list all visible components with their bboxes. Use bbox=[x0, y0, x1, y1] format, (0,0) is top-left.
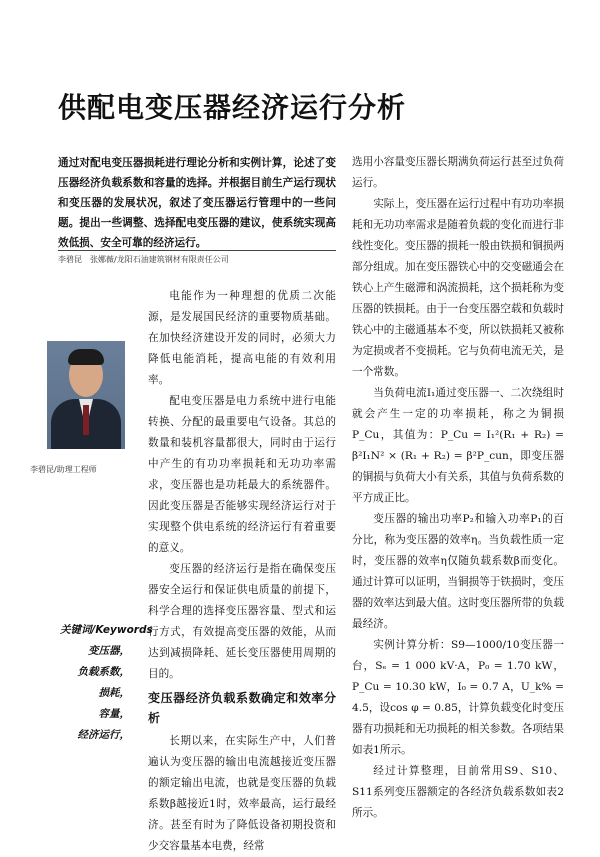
right-column bbox=[352, 152, 564, 824]
body-paragraph: 配电变压器是电力系统中进行电能转换、分配的最重要电气设备。其总的数量和装机容量都很大，同时由于运行中产生的有功功率损耗和无功功率需求，变压器也是功耗最大的系统器件。因此变压器是否能够实现经济运行对于实现整个供电系统的经济运行有着重要的意义。 bbox=[148, 395, 336, 554]
keyword-item: 变压器， bbox=[88, 645, 130, 657]
author-line: 李碧昆 张娜薇/龙阳石油建筑钢材有限责任公司 bbox=[58, 255, 229, 264]
body-paragraph: 当负荷电流I₁通过变压器一、二次绕组时就会产生一定的功率损耗，称之为铜损P_Cu，其值为：P_Cu = I₁²(R₁ + R₂) = β²I₁N² × (R₁ + R₂) = β²P_cun，即变压器的铜损与负荷大小有关系，其值与负荷系数的平方成正比。 bbox=[352, 387, 564, 504]
author-photo bbox=[47, 341, 125, 449]
section-heading: 变压器经济负载系数确定和效率分析 bbox=[148, 691, 336, 725]
body-paragraph: 变压器的输出功率P₂和输入功率P₁的百分比，称为变压器的效率η。当负载性质一定时，变压器的效率η仅随负载系数β而变化。通过计算可以证明，当铜损等于铁损时，变压器的效率达到最大值。这时变压器所带的负载最经济。 bbox=[352, 513, 564, 630]
abstract: 通过对配电变压器损耗进行理论分析和实例计算，论述了变压器经济负载系数和容量的选择。并根据目前生产运行现状和变压器的发展状况，叙述了变压器运行管理中的一些问题。提出一些调整、选择配电变压器的建议，使系统实现高效低损、安全可靠的经济运行。 bbox=[58, 157, 336, 249]
keyword-item: 损耗， bbox=[98, 687, 130, 699]
keyword-item: 经济运行， bbox=[77, 729, 130, 741]
body-paragraph: 实例计算分析：S9—1000/10变压器一台，Sₑ = 1 000 kV·A，P₀ = 1.70 kW，P_Cu = 10.30 kW，I₀ = 0.7 A，U_k% = 4.5，设cos φ = 0.85，计算负载变化时变压器有功损耗和无功损耗的相关参数。各项结果如表1所示。 bbox=[352, 639, 564, 756]
photo-hair bbox=[68, 349, 104, 365]
middle-column bbox=[148, 286, 336, 857]
body-paragraph: 经过计算整理，目前常用S9、S10、S11系列变压器额定的各经济负载系数如表2所示。 bbox=[352, 765, 564, 819]
photo-caption: 李碧昆/助理工程师 bbox=[30, 465, 97, 474]
body-paragraph: 变压器的经济运行是指在确保变压器安全运行和保证供电质量的前提下，科学合理的选择变压器容量、型式和运行方式，有效提高变压器的效能，从而达到减损降耗、延长变压器使用周期的目的。 bbox=[148, 563, 336, 680]
body-paragraph: 实际上，变压器在运行过程中有功功率损耗和无功功率需求是随着负载的变化而进行非线性变化。变压器的损耗一般由铁损和铜损两部分组成。加在变压器铁心中的交变磁通会在铁心上产生磁滞和涡流损耗，这个损耗称为变压器的铁损耗。由于一台变压器空载和负载时铁心中的主磁通基本不变，所以铁损耗又被称为定损或者不变损耗。它与负荷电流无关，是一个常数。 bbox=[352, 198, 564, 378]
body-paragraph: 长期以来，在实际生产中，人们普遍认为变压器的输出电流越接近变压器的额定输出电流，也就是变压器的负载系数β越接近1时，效率最高，运行最经济。甚至有时为了降低设备初期投资和少交容量基本电费，经常 bbox=[148, 735, 336, 852]
body-paragraph: 选用小容量变压器长期满负荷运行甚至过负荷运行。 bbox=[352, 156, 564, 189]
abstract-divider bbox=[58, 250, 336, 251]
keyword-item: 容量， bbox=[98, 708, 130, 720]
body-paragraph: 电能作为一种理想的优质二次能源，是发展国民经济的重要物质基础。在加快经济建设开发的同时，必须大力降低电能消耗，提高电能的有效利用率。 bbox=[148, 290, 336, 386]
photo-tie bbox=[83, 405, 89, 435]
article-title: 供配电变压器经济运行分析 bbox=[58, 91, 407, 124]
keyword-item: 负载系数， bbox=[77, 666, 130, 678]
keywords-heading: 关键词/Keywords bbox=[60, 624, 153, 636]
